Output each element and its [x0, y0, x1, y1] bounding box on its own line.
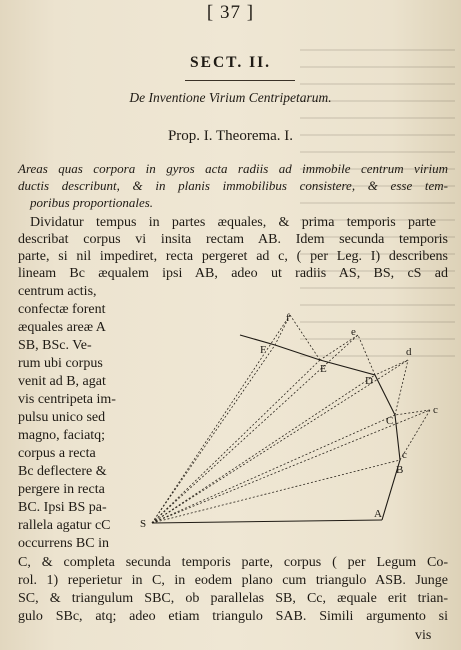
body-line: describat corpus vi insita rectam AB. Idem secunda temporis — [18, 232, 448, 247]
body-line: Dividatur tempus in partes æquales, & prima temporis parte — [30, 215, 436, 230]
parallel-cC — [395, 410, 430, 415]
radius-SE — [152, 360, 320, 523]
radius-SA — [152, 520, 382, 523]
parallel-dD — [375, 360, 408, 375]
section-rule — [185, 80, 295, 81]
body-column-line: magno, faciatq; — [18, 428, 106, 443]
body-column-line: corpus a recta — [18, 446, 96, 461]
body-column-line: centrum actis, — [18, 284, 97, 299]
body-column-line: vis centripeta im- — [18, 392, 116, 407]
parallel-eE — [320, 335, 358, 360]
label-f: f — [286, 312, 290, 324]
proposition-title: Prop. I. Theorema. I. — [167, 128, 294, 144]
body-column-line: confectæ forent — [18, 302, 106, 317]
label-A: A — [374, 508, 382, 520]
body-line: gulo SBc, atq; adeo etiam triangulo SAB. Simili argumento si — [18, 609, 448, 624]
body-column-line: pergere in recta — [18, 482, 105, 497]
radius-SC — [152, 415, 395, 523]
radius-SF — [152, 345, 275, 523]
catchword: vis — [415, 628, 432, 643]
body-line: lineam Bc æqualem ipsi AB, adeo ut radiis AS, BS, cS ad — [18, 266, 448, 281]
body-column-line: rallela agatur cC — [18, 518, 111, 533]
body-column-line: rum ubi corpus — [18, 356, 103, 371]
label-e: e — [351, 326, 356, 338]
label-E: E — [320, 363, 327, 375]
radius-Se — [152, 335, 358, 523]
body-line: C, & completa secunda temporis parte, corpus ( per Legum Co- — [18, 555, 448, 570]
label-F: F — [260, 344, 267, 356]
label-c-minor: c — [402, 449, 407, 461]
body-column-line: æquales areæ A — [18, 320, 106, 335]
body-column-line: venit ad B, agat — [18, 374, 106, 389]
label-S: S — [140, 518, 147, 530]
page-number: [ 37 ] — [206, 2, 255, 23]
label-c: c — [433, 404, 438, 416]
label-d: d — [406, 346, 412, 358]
label-C: C — [386, 415, 394, 427]
section-heading: De Inventione Virium Centripetarum. — [129, 90, 332, 105]
body-column-line: Bc deflectere & — [18, 464, 107, 479]
body-column-line: SB, BSc. Ve- — [18, 338, 92, 353]
body-line: parte, si nil impediret, recta pergeret ad c, ( per Leg. I) describens — [18, 249, 448, 264]
body-column-line: occurrens BC in — [18, 536, 109, 551]
body-column-line: BC. Ipsi BS pa- — [18, 500, 107, 515]
theorem-statement-line: Areas quas corpora in gyros acta radiis ad immobile centrum virium — [18, 161, 448, 176]
body-line: SC, & triangulum SBC, ob parallelas SB, Cc, æquale erit trian- — [18, 591, 448, 606]
extension-De — [358, 335, 375, 375]
extension-Cd — [395, 360, 408, 415]
label-B: B — [396, 464, 404, 476]
extension-Ef — [290, 315, 320, 360]
section-title: SECT. II. — [189, 54, 272, 71]
theorem-statement-line: poribus proportionales. — [30, 195, 154, 210]
body-column-line: pulsu unico sed — [18, 410, 106, 425]
radius-SD — [152, 375, 375, 523]
geometric-figure — [140, 305, 452, 545]
radius-Sf — [152, 315, 290, 523]
theorem-statement-line: ductis describunt, & in planis immobilibus consistere, & esse tem- — [18, 178, 448, 193]
body-line: rol. 1) reperietur in C, in eodem plano cum triangulo ASB. Junge — [18, 573, 448, 588]
label-D: D — [365, 375, 373, 387]
